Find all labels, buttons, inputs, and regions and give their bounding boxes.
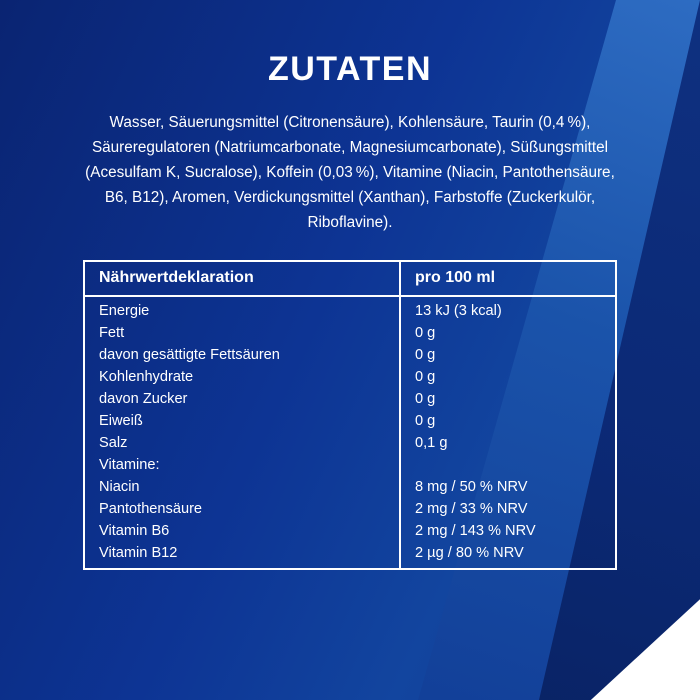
row-value	[400, 454, 615, 476]
column-header-declaration: Nährwertdeklaration	[85, 262, 400, 296]
row-value: 8 mg / 50 % NRV	[400, 476, 615, 498]
row-value: 0,1 g	[400, 432, 615, 454]
table-row	[85, 520, 615, 542]
ingredients-paragraph: Wasser, Säuerungsmittel (Citronensäure), Kohlensäure, Taurin (0,4 %), Säureregulatoren (Natriumcarbonate, Magnesiumcarbonate), Süßungsmittel (Acesulfam K, Sucralose), Koffein (0,03 %), Vitamine (Niacin, Pantothensäure, B6, B12), Aromen, Verdickungsmittel (Xanthan), Farbstoffe (Zuckerkulör, Riboflavine).	[85, 114, 615, 231]
table-row	[85, 344, 615, 366]
row-value: 0 g	[400, 366, 615, 388]
row-label: Kohlenhydrate	[99, 368, 194, 385]
row-label: Energie	[99, 302, 150, 319]
nutrition-table-body	[85, 296, 615, 568]
row-label: Salz	[99, 434, 128, 451]
page-title: ZUTATEN	[267, 50, 433, 88]
row-value: 2 mg / 33 % NRV	[400, 498, 615, 520]
row-value: 0 g	[400, 322, 615, 344]
table-row	[85, 542, 615, 568]
row-label: Vitamin B12	[99, 544, 178, 561]
row-label: Vitamin B6	[99, 522, 170, 539]
row-label: Fett	[99, 324, 125, 341]
row-label: Eiweiß	[99, 412, 143, 429]
table-row	[85, 322, 615, 344]
table-header-row	[85, 262, 615, 296]
table-row	[85, 366, 615, 388]
table-row	[85, 432, 615, 454]
row-value: 2 mg / 143 % NRV	[400, 520, 615, 542]
table-row	[85, 388, 615, 410]
nutrition-table	[85, 262, 615, 568]
row-value: 0 g	[400, 388, 615, 410]
table-row	[85, 410, 615, 432]
column-header-per-100ml: pro 100 ml	[400, 262, 615, 296]
table-row	[85, 476, 615, 498]
row-label: Pantothensäure	[99, 500, 203, 517]
row-value: 0 g	[400, 344, 615, 366]
row-value: 13 kJ (3 kcal)	[400, 296, 615, 322]
table-row	[85, 454, 615, 476]
nutrition-table-head	[85, 262, 615, 296]
table-row	[85, 296, 615, 322]
nutrition-table-container	[83, 260, 617, 570]
row-label: Vitamine:	[99, 456, 160, 473]
row-label: davon gesättigte Fettsäuren	[99, 346, 280, 363]
table-row	[85, 498, 615, 520]
row-label: Niacin	[99, 478, 140, 495]
row-value: 2 µg / 80 % NRV	[400, 542, 615, 568]
row-value: 0 g	[400, 410, 615, 432]
row-label: davon Zucker	[99, 390, 188, 407]
